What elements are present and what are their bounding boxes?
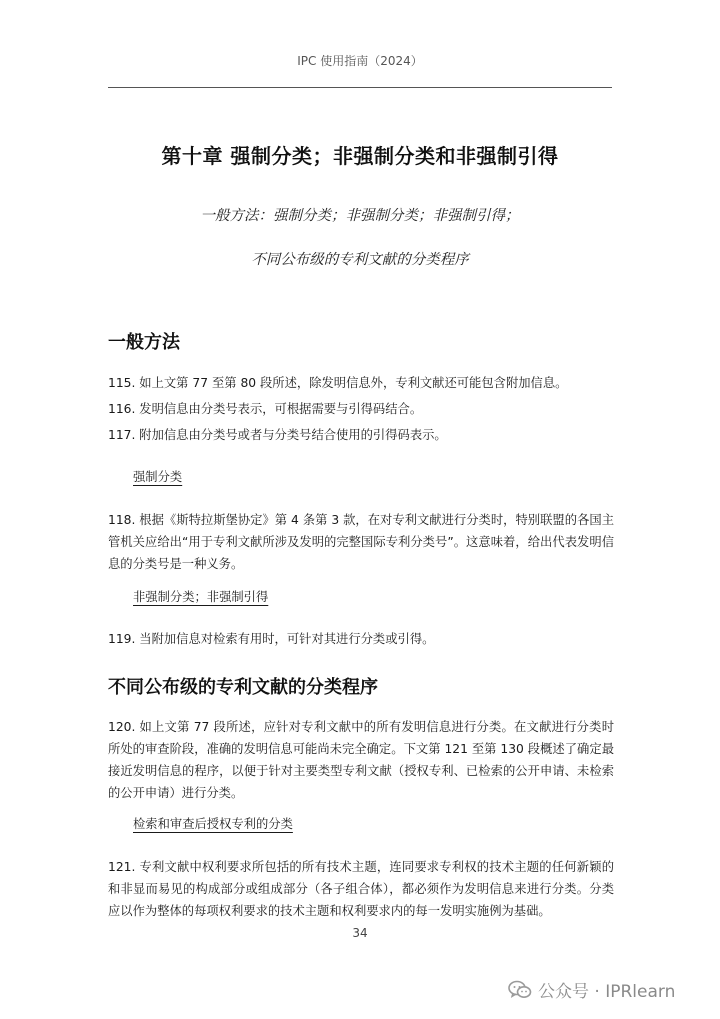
chapter-subtitle-line1: 一般方法：强制分类；非强制分类；非强制引得；	[200, 208, 520, 224]
chapter-subtitle-line2: 不同公布级的专利文献的分类程序	[251, 252, 469, 268]
paragraph-120: 120. 如上文第 77 段所述，应针对专利文献中的所有发明信息进行分类。在文献进行分类时所处的审查阶段，准确的发明信息可能尚未完全确定。下文第 121 至第 130 段概述了确定最接近发明信息的程序，以便于针对主要类型专利文献（授权专利、已检索的公开申请、未检索的公开申请）进行分类。	[108, 720, 614, 800]
paragraph-118: 118. 根据《斯特拉斯堡协定》第 4 条第 3 款，在对专利文献进行分类时，特别联盟的各国主管机关应给出“用于专利文献所涉及发明的完整国际专利分类号”。这意味着，给出代表发明信息的分类号是一种义务。	[108, 513, 614, 571]
subheading-mandatory-classification: 强制分类	[133, 470, 183, 484]
watermark	[508, 977, 675, 1002]
page-number: 34	[352, 926, 368, 940]
wechat-icon	[508, 979, 532, 1001]
paragraph-116: 116. 发明信息由分类号表示，可根据需要与引得码结合。	[108, 402, 423, 416]
paragraph-121: 121. 专利文献中权利要求所包括的所有技术主题，连同要求专利权的技术主题的任何新颖的和非显而易见的构成部分或组成部分（各子组合体），都必须作为发明信息来进行分类。分类应以作为整体的每项权利要求的技术主题和权利要求内的每一发明实施例为基础。	[108, 860, 614, 918]
chapter-title: 第十章 强制分类；非强制分类和非强制引得	[161, 144, 559, 168]
subheading-nonmandatory: 非强制分类；非强制引得	[133, 590, 269, 604]
section-heading-general: 一般方法	[108, 332, 180, 353]
header-rule	[108, 87, 612, 88]
paragraph-115: 115. 如上文第 77 至第 80 段所述，除发明信息外，专利文献还可能包含附加信息。	[108, 376, 568, 390]
running-header: IPC 使用指南（2024）	[297, 54, 423, 68]
paragraph-117: 117. 附加信息由分类号或者与分类号结合使用的引得码表示。	[108, 428, 447, 442]
paragraph-119: 119. 当附加信息对检索有用时，可针对其进行分类或引得。	[108, 632, 435, 646]
watermark-text: 公众号 · IPRlearn	[538, 982, 676, 1002]
subheading-granted-patents: 检索和审查后授权专利的分类	[133, 817, 293, 831]
section-heading-procedure: 不同公布级的专利文献的分类程序	[108, 677, 378, 698]
